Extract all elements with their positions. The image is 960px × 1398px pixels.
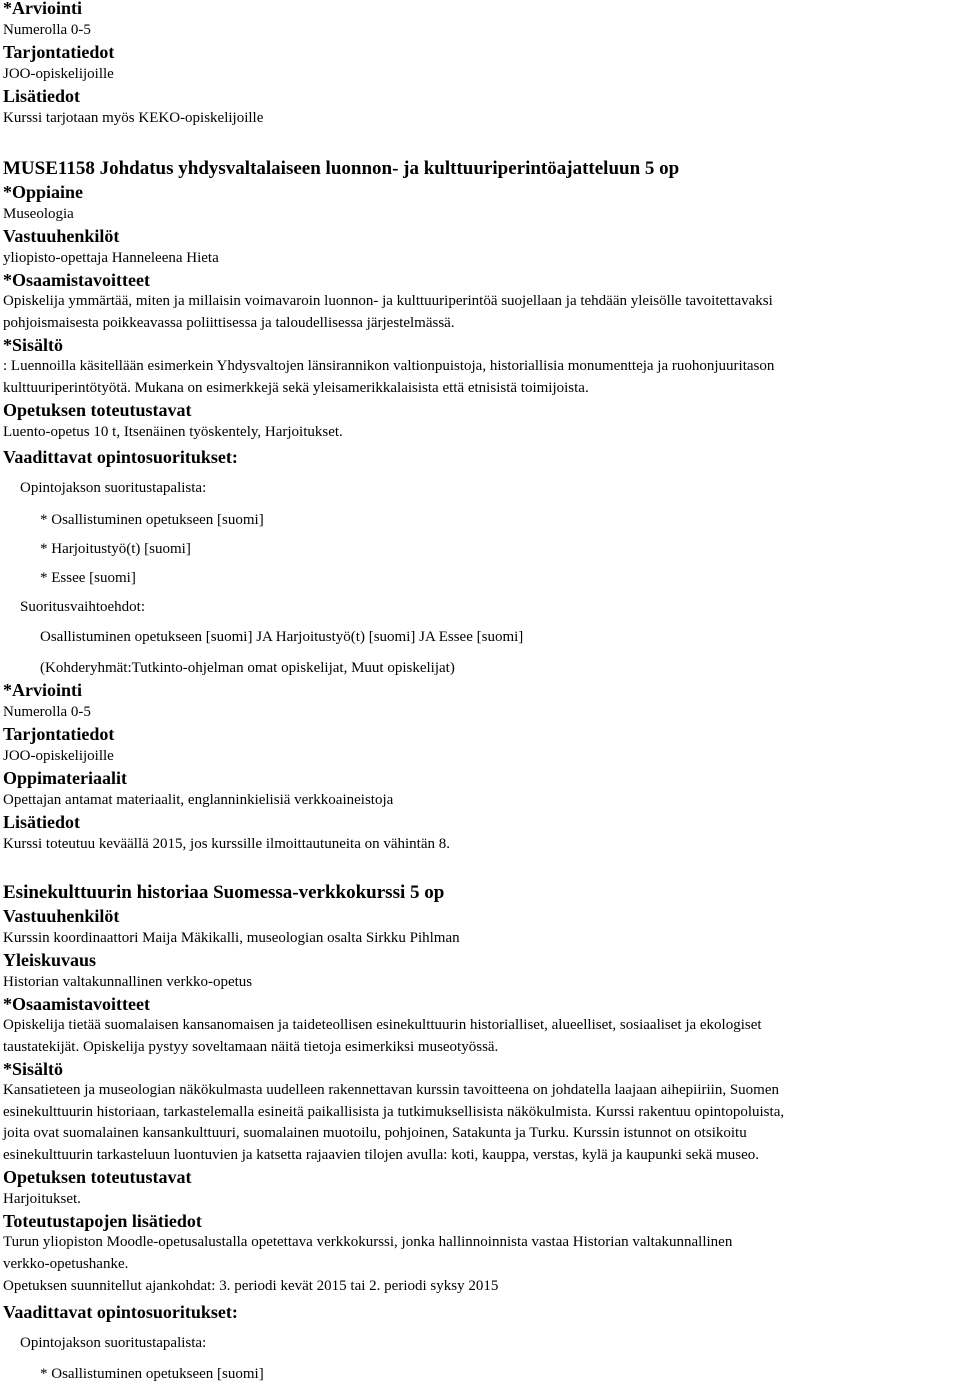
osaamistavoitteet-line: pohjoismaisesta poikkeavassa poliittisessa ja taloudellisessa järjestelmässä.: [3, 314, 455, 331]
vastuuhenkilot-heading: Vastuuhenkilöt: [3, 226, 120, 246]
sisalto-line: : Luennoilla käsitellään esimerkein Yhdysvaltojen länsirannikon valtionpuistoja, historiallisia monumentteja ja ruohonjuuritason: [3, 358, 775, 374]
tarjontatiedot-heading: Tarjontatiedot: [3, 724, 115, 744]
osaamistavoitteet-line: Opiskelija tietää suomalaisen kansanomaisen ja taideteollisen esinekulttuurin historialliset, alueelliset, sosiaaliset ja ekologiset: [3, 1017, 762, 1033]
lisatiedot-value: Kurssi tarjotaan myös KEKO-opiskelijoille: [3, 110, 264, 126]
toteutustavat-heading: Opetuksen toteutustavat: [3, 1167, 192, 1187]
tarjontatiedot-value: JOO-opiskelijoille: [3, 748, 114, 764]
suoritusvaihtoehto-value: Osallistuminen opetukseen [suomi] JA Harjoitustyö(t) [suomi] JA Essee [suomi]: [40, 629, 524, 645]
sisalto-line: esinekulttuurin historiaan, tarkastelemalla esineitä paikallisista ja tutkimuksellisista näkökulmista. Kurssi rakentuu opintopoluista,: [3, 1103, 785, 1120]
sisalto-heading: *Sisältö: [3, 335, 64, 355]
arviointi-heading: *Arviointi: [3, 0, 82, 18]
osaamistavoitteet-line: taustatekijät. Opiskelija pystyy soveltamaan näitä tietoja esimerkiksi museotyössä.: [3, 1038, 499, 1055]
sisalto-line: kulttuuriperintötyötä. Mukana on esimerkkejä sekä yleisamerikkalaisista että etnisistä toimijoista.: [3, 379, 589, 396]
course-esinekulttuuri: [3, 881, 958, 1385]
sisalto-line: Kansatieteen ja museologian näkökulmasta uudelleen rakennettavan kurssin tavoitteena on johdatella laajaan aihepiiriin, Suomen: [3, 1082, 779, 1098]
top-section: [3, 0, 958, 129]
tarjontatiedot-heading: Tarjontatiedot: [3, 42, 115, 62]
document-page: [3, 0, 958, 1385]
suoritustapa-item: * Osallistuminen opetukseen [suomi]: [40, 1366, 264, 1382]
vastuuhenkilot-value: yliopisto-opettaja Hanneleena Hieta: [3, 250, 219, 266]
suoritusvaihtoehdot-label: Suoritusvaihtoehdot:: [20, 599, 145, 615]
toteutustavat-heading: Opetuksen toteutustavat: [3, 400, 192, 420]
arviointi-heading: *Arviointi: [3, 680, 82, 700]
sisalto-line: joita ovat suomalainen kansankulttuuri, suomalainen muotoilu, pohjoinen, Satakunta ja Turku. Kurssin istunnot on otsikoitu: [3, 1125, 747, 1141]
suoritustapa-item: * Harjoitustyö(t) [suomi]: [40, 541, 191, 557]
ajankohdat-value: Opetuksen suunnitellut ajankohdat: 3. periodi kevät 2015 tai 2. periodi syksy 2015: [3, 1278, 499, 1294]
suoritustapalista-label: Opintojakson suoritustapalista:: [20, 1335, 207, 1351]
osaamistavoitteet-heading: *Osaamistavoitteet: [3, 994, 150, 1014]
sisalto-heading: *Sisältö: [3, 1059, 64, 1079]
lisatiedot-value: Kurssi toteutuu keväällä 2015, jos kurssille ilmoittautuneita on vähintän 8.: [3, 836, 451, 852]
vaadittavat-heading: Vaadittavat opintosuoritukset:: [3, 447, 238, 467]
toteutustavat-value: Harjoitukset.: [3, 1191, 81, 1207]
arviointi-value: Numerolla 0-5: [3, 704, 91, 720]
toteutustapojen-lisatiedot-heading: Toteutustapojen lisätiedot: [3, 1211, 202, 1231]
sisalto-line: esinekulttuurin tarkasteluun luontuvien ja katsetta rajaavien tilojen avulla: koti, kauppa, verstas, kylä ja kaupunki sekä museo.: [3, 1146, 760, 1163]
vastuuhenkilot-heading: Vastuuhenkilöt: [3, 906, 120, 926]
tarjontatiedot-value: JOO-opiskelijoille: [3, 66, 114, 82]
yleiskuvaus-value: Historian valtakunnallinen verkko-opetus: [3, 974, 253, 990]
course-title: MUSE1158 Johdatus yhdysvaltalaiseen luonnon- ja kulttuuriperintöajatteluun 5 op: [3, 158, 680, 179]
suoritustapalista-label: Opintojakson suoritustapalista:: [20, 480, 207, 496]
course-title: Esinekulttuurin historiaa Suomessa-verkkokurssi 5 op: [3, 882, 445, 903]
lisatiedot-heading: Lisätiedot: [3, 812, 81, 832]
lisatiedot-heading: Lisätiedot: [3, 86, 81, 106]
osaamistavoitteet-heading: *Osaamistavoitteet: [3, 270, 150, 290]
arviointi-value: Numerolla 0-5: [3, 22, 91, 38]
kohderyhmat-value: (Kohderyhmät:Tutkinto-ohjelman omat opiskelijat, Muut opiskelijat): [40, 660, 455, 676]
suoritustapa-item: * Osallistuminen opetukseen [suomi]: [40, 512, 264, 528]
vastuuhenkilot-value: Kurssin koordinaattori Maija Mäkikalli, museologian osalta Sirkku Pihlman: [3, 930, 460, 946]
toteutustapojen-line: verkko-opetushanke.: [3, 1255, 129, 1272]
toteutustavat-value: Luento-opetus 10 t, Itsenäinen työskentely, Harjoitukset.: [3, 424, 343, 440]
vaadittavat-heading: Vaadittavat opintosuoritukset:: [3, 1302, 238, 1322]
toteutustapojen-line: Turun yliopiston Moodle-opetusalustalla opetettava verkkokurssi, jonka hallinnoinnista vastaa Historian valtakunnallinen: [3, 1234, 733, 1250]
oppiaine-value: Museologia: [3, 206, 74, 222]
osaamistavoitteet-line: Opiskelija ymmärtää, miten ja millaisin voimavaroin luonnon- ja kulttuuriperintöä suojellaan ja tehdään yleisölle tavoitettavaksi: [3, 293, 773, 309]
oppimateriaalit-heading: Oppimateriaalit: [3, 768, 127, 788]
oppiaine-heading: *Oppiaine: [3, 182, 84, 202]
yleiskuvaus-heading: Yleiskuvaus: [3, 950, 97, 970]
suoritustapa-item: * Essee [suomi]: [40, 570, 136, 586]
course-muse1158: [3, 157, 958, 855]
oppimateriaalit-value: Opettajan antamat materiaalit, englanninkielisiä verkkoaineistoja: [3, 792, 394, 808]
